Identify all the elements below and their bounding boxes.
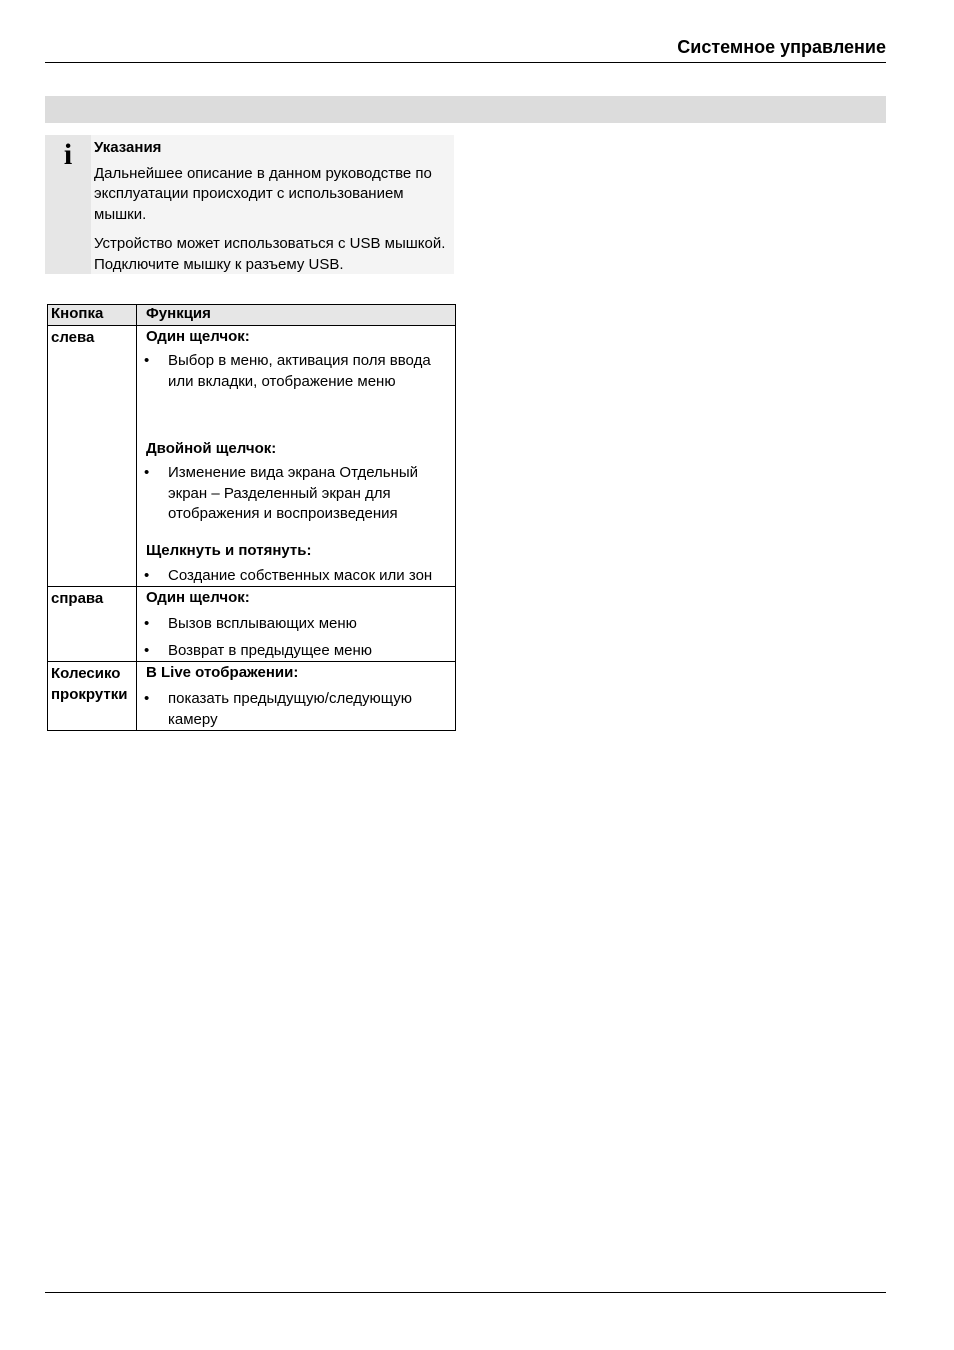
action-list: [146, 351, 451, 392]
page-title: Системное управление: [677, 37, 886, 57]
note-body: [91, 135, 454, 274]
button-cell: Колесико прокрутки: [48, 662, 137, 731]
action-title: Один щелчок:: [146, 328, 250, 345]
note-paragraph: Устройство может использоваться с USB мышкой. Подключите мышку к разъему USB.: [94, 235, 446, 273]
list-item: • показать предыдущую/следующую камеру: [146, 689, 451, 730]
action-title: Один щелчок:: [146, 589, 250, 606]
action-list: [146, 614, 451, 661]
list-item: • Создание собственных масок или зон: [146, 566, 451, 587]
action-list: [146, 566, 451, 587]
button-cell: справа: [48, 587, 137, 662]
button-cell: слева: [48, 326, 137, 587]
list-item: • Вызов всплывающих меню: [146, 614, 451, 635]
action-list: [146, 689, 451, 730]
function-cell: [137, 587, 456, 662]
page-header: [45, 36, 886, 63]
footer-rule: [45, 1292, 886, 1293]
note-title: Указания: [94, 139, 162, 156]
mouse-function-table: [47, 304, 456, 731]
action-title: В Live отображении:: [146, 664, 299, 681]
action-list: [146, 463, 451, 525]
action-title: Двойной щелчок:: [146, 440, 277, 457]
table-header-row: [48, 305, 456, 326]
note-box: [45, 135, 454, 274]
table-row: [48, 662, 456, 731]
note-icon-column: [45, 135, 91, 274]
list-item: • Выбор в меню, активация поля ввода или вкладки, отображение меню: [146, 351, 451, 392]
list-item: • Возврат в предыдущее меню: [146, 641, 451, 662]
list-item: • Изменение вида экрана Отдельный экран – Разделенный экран для отображения и воспроизведения: [146, 463, 451, 525]
function-cell: [137, 326, 456, 587]
info-icon: i: [63, 138, 73, 171]
action-title: Щелкнуть и потянуть:: [146, 541, 312, 559]
section-bar: [45, 96, 886, 123]
table-row: [48, 326, 456, 587]
table-row: [48, 587, 456, 662]
function-cell: [137, 662, 456, 731]
column-header-button: Кнопка: [48, 305, 137, 326]
note-paragraph: Дальнейшее описание в данном руководстве по эксплуатации происходит с использованием мышки.: [94, 164, 432, 223]
column-header-function: Функция: [137, 305, 456, 326]
